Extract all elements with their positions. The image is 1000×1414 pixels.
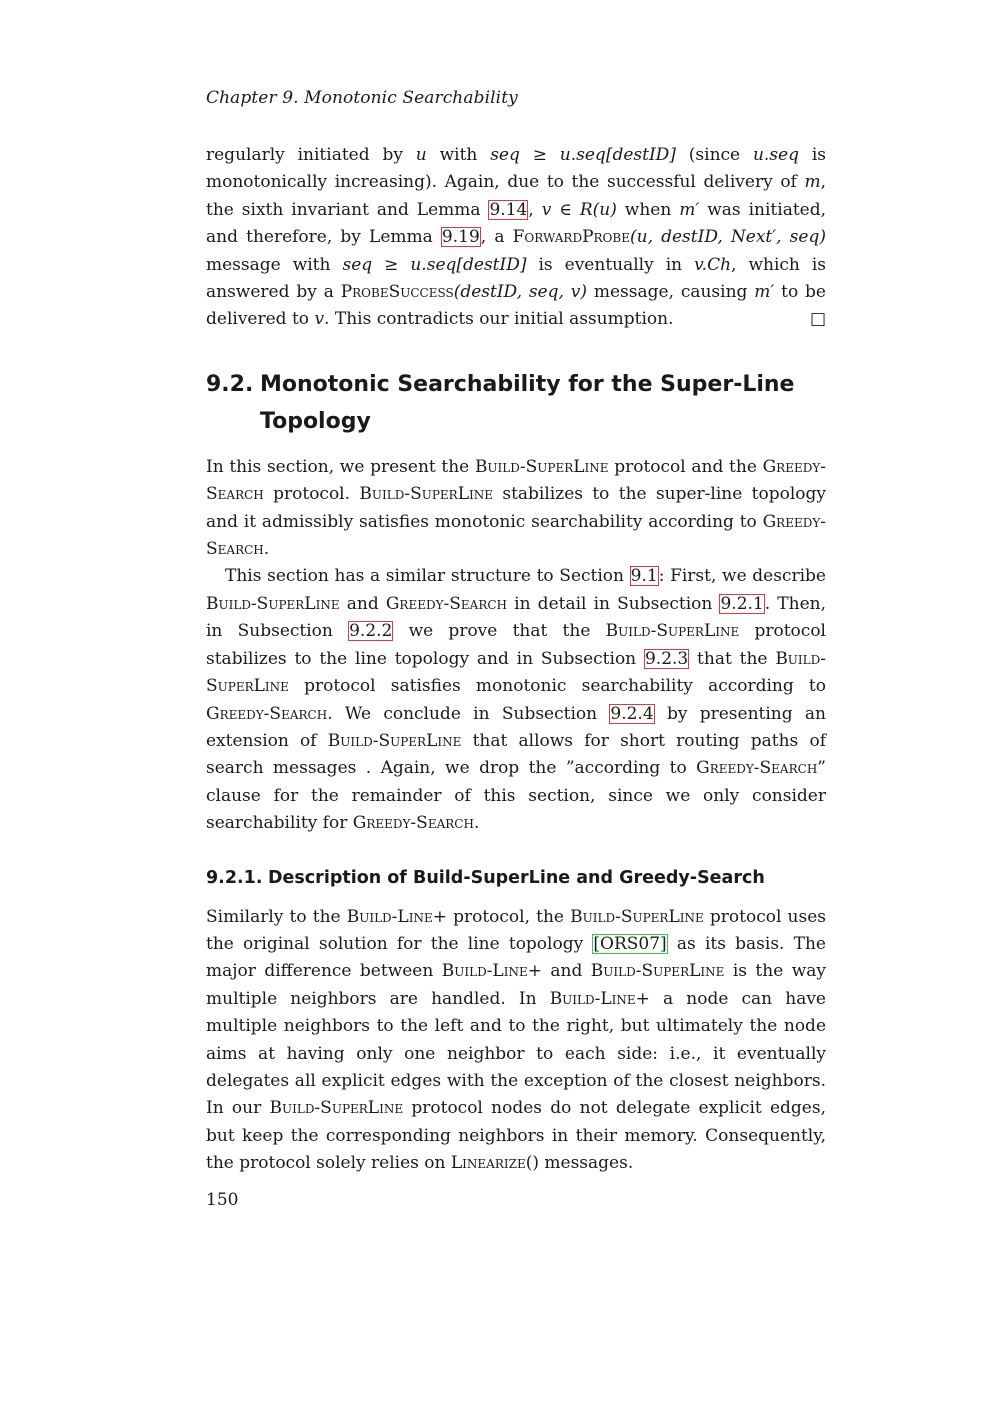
structure-paragraph: This section has a similar structure to Section 9.1: First, we describe Build-SuperLine and Greedy-Search in detail in Subsection 9.2.1. Then, in Subsection 9.2.2 we prove that the Build-SuperLine protocol stabilizes to the line topology and in Subsection 9.2.3 that the Build-SuperLine protocol satisfies monotonic searchability according to Greedy-Search. We conclude in Subsection 9.2.4 by presenting an extension of Build-SuperLine that allows for short routing paths of search messages . Again, we drop the ”according to Greedy-Search” clause for the remainder of this section, since we only consider searchability for Greedy-Search. [206, 566, 827, 834]
qed-symbol: □ [809, 309, 826, 330]
section-9-1-link[interactable]: 9.1 [630, 566, 658, 587]
section-heading [206, 366, 826, 440]
running-head: Chapter 9. Monotonic Searchability [206, 88, 518, 108]
proof-paragraph: regularly initiated by u with seq ≥ u.seq[destID] (since u.seq is monotonically increasing). Again, due to the successful delivery of m, the sixth invariant and Lemma 9.14, v ∈ R(u) when m′ was initiated, and therefore, by Lemma 9.19, a ForwardProbe(u, destID, Next′, seq) message with seq ≥ u.seq[destID] is eventually in v.Ch, which is answered by a ProbeSuccess(destID, seq, v) message, causing m′ to be delivered to v. This contradicts our initial assumption. □ [206, 142, 826, 334]
citation-ors07-link[interactable]: [ORS07] [593, 933, 667, 954]
lemma-9-19-link[interactable]: 9.19 [441, 227, 480, 248]
subsection-9-2-2-link[interactable]: 9.2.2 [349, 621, 393, 642]
subsection-9-2-4-link[interactable]: 9.2.4 [610, 703, 654, 724]
page-number: 150 [206, 1190, 239, 1210]
lemma-9-14-link[interactable]: 9.14 [489, 199, 528, 220]
section-number: 9.2. [206, 371, 254, 397]
section-intro-paragraph: In this section, we present the Build-SuperLine protocol and the Greedy-Search protocol. Build-SuperLine stabilizes to the super-line topology and it admissibly satisfies monotonic searchability according to Greedy-Search. [206, 456, 827, 560]
section-title: Monotonic Searchability for the Super-Line Topology [260, 371, 795, 434]
subsection-number: 9.2.1. [206, 867, 263, 888]
subsection-heading [206, 866, 826, 890]
subsection-title: Description of Build-SuperLine and Greedy-Search [268, 867, 765, 888]
subsection-9-2-3-link[interactable]: 9.2.3 [644, 648, 689, 669]
description-paragraph: Similarly to the Build-Line+ protocol, the Build-SuperLine protocol uses the original solution for the line topology [ORS07] as its basis. The major difference between Build-Line+ and Build-SuperLine is the way multiple neighbors are handled. In Build-Line+ a node can have multiple neighbors to the left and to the right, but ultimately the node aims at having only one neighbor to each side: i.e., it eventually delegates all explicit edges with the exception of the closest neighbors. In our Build-SuperLine protocol nodes do not delegate explicit edges, but keep the corresponding neighbors in their memory. Consequently, the protocol solely relies on Linearize() messages. [206, 906, 826, 1174]
subsection-9-2-1-link[interactable]: 9.2.1 [720, 593, 764, 614]
page-body [206, 88, 826, 1178]
